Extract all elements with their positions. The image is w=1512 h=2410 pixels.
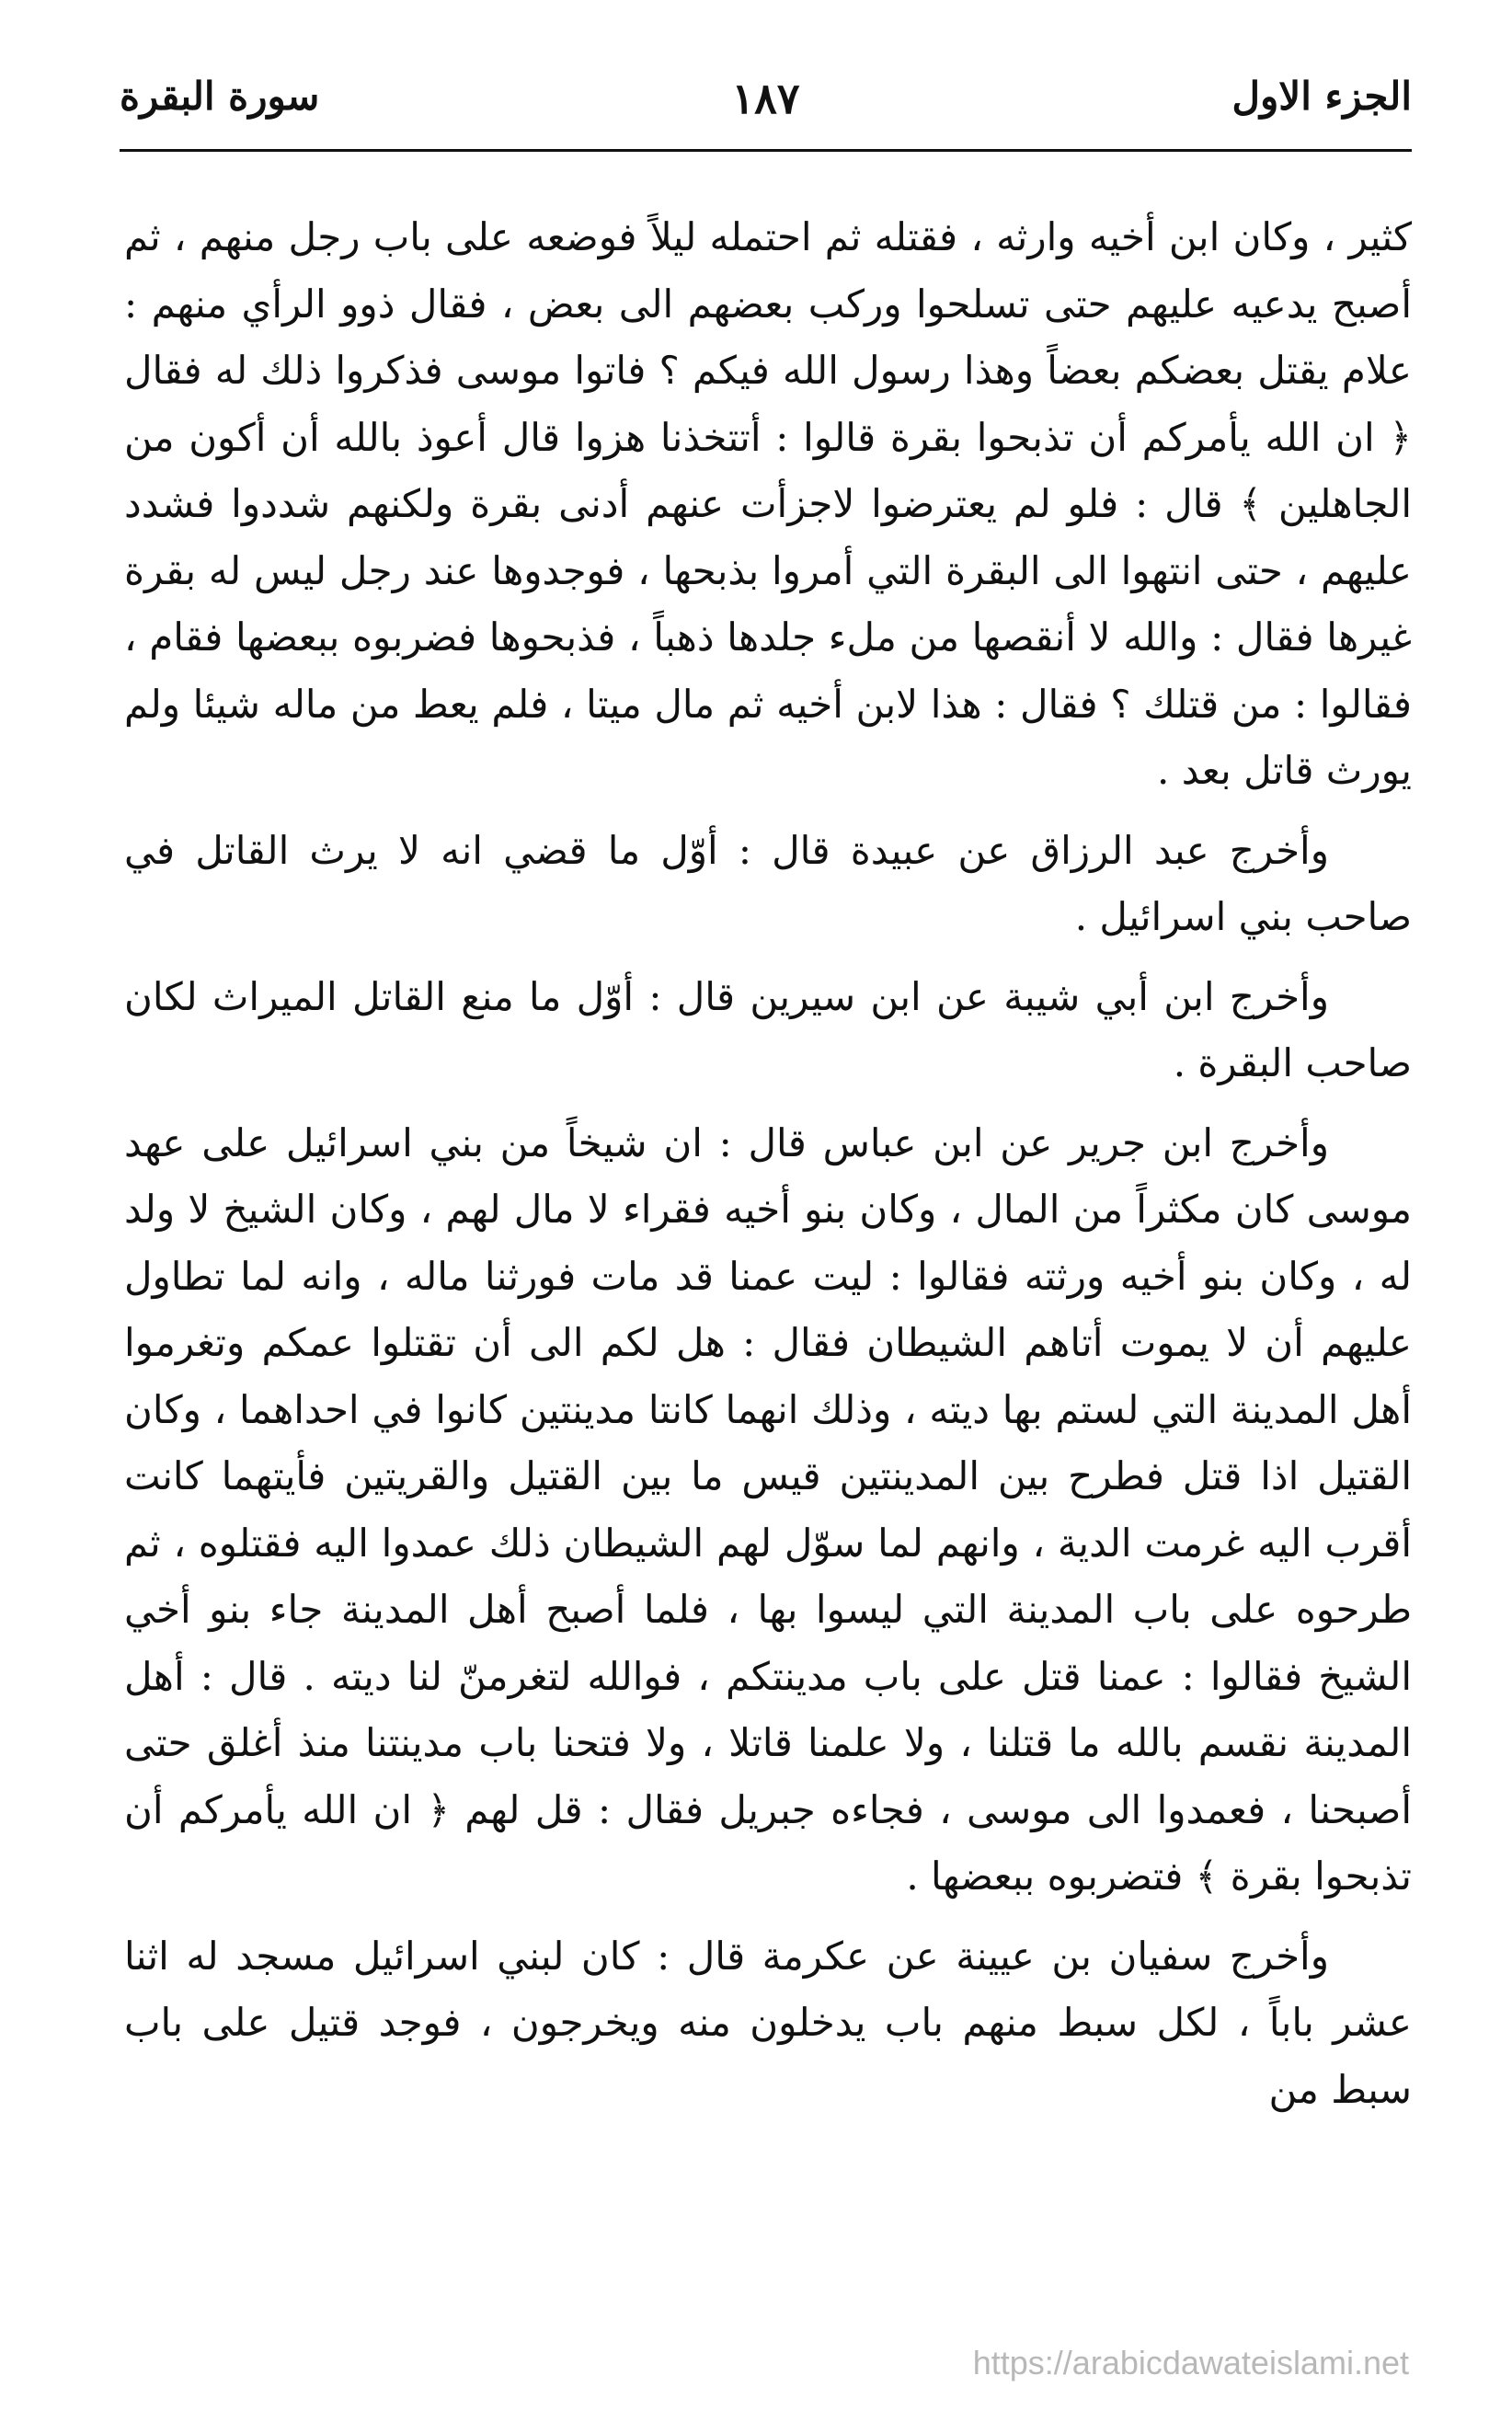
volume-title: الجزء الاول [1231, 74, 1412, 119]
paragraph-sufyan: وأخرج سفيان بن عيينة عن عكرمة قال : كان لبني اسرائيل مسجد له اثنا عشر باباً ، لكل سبط منهم باب يدخلون منه ويخرجون ، فوجد قتيل على باب سبط من [124, 1933, 1412, 2112]
watermark-url: https://arabicdawateislami.net [972, 2344, 1409, 2381]
paragraph-ibn-jarir: وأخرج ابن جرير عن ابن عباس قال : ان شيخاً من بني اسرائيل على عهد موسى كان مكثراً من المال ، وكان بنو أخيه فقراء لا مال لهم ، وكان الشيخ لا ولد له ، وكان بنو أخيه ورثته فقالوا : ليت عمنا قد مات فورثنا ماله ، وانه لما تطاول عليهم أن لا يموت أتاهم الشيطان فقال : هل لكم الى أن تقتلوا عمكم وتغرموا أهل المدينة التي لستم بها ديته ، وذلك انهما كانتا مدينتين كانوا في احداهما ، وكان القتيل اذا قتل فطرح بين المدينتين قيس ما بين القتيل والقريتين فأيتهما كانت أقرب اليه غرمت الدية ، وانهم لما سوّل لهم الشيطان ذلك عمدوا اليه فقتلوه ، ثم طرحوه على باب المدينة التي ليسوا بها ، فلما أصبح أهل المدينة جاء بنو أخي الشيخ فقالوا : عمنا قتل على باب مدينتكم ، فوالله لتغرمنّ لنا ديته . قال : أهل المدينة نقسم بالله ما قتلنا ، ولا علمنا قاتلا ، ولا فتحنا باب مدينتنا منذ أغلق حتى أصبحنا ، فعمدوا الى موسى ، فجاءه جبريل فقال : قل لهم ﴿ ان الله يأمركم أن تذبحوا بقرة ﴾ فتضربوه ببعضها . [124, 1119, 1412, 1899]
header-divider [120, 149, 1412, 152]
paragraph-ibn-abi-shaybah: وأخرج ابن أبي شيبة عن ابن سيرين قال : أوّل ما منع القاتل الميراث لكان صاحب البقرة . [124, 973, 1412, 1085]
paragraph-continuation: كثير ، وكان ابن أخيه وارثه ، فقتله ثم احتمله ليلاً فوضعه على باب رجل منهم ، ثم أصبح يدعيه عليهم حتى تسلحوا وركب بعضهم الى بعض ، فقال ذوو الرأي منهم : علام يقتل بعضكم بعضاً وهذا رسول الله فيكم ؟ فاتوا موسى فذكروا ذلك له فقال ﴿ ان الله يأمركم أن تذبحوا بقرة قالوا : أتتخذنا هزوا قال أعوذ بالله أن أكون من الجاهلين ﴾ قال : فلو لم يعترضوا لاجزأت عنهم أدنى بقرة ولكنهم شددوا فشدد عليهم ، حتى انتهوا الى البقرة التي أمروا بذبحها ، فوجدوها عند رجل ليس له بقرة غيرها فقال : والله لا أنقصها من ملء جلدها ذهباً ، فذبحوها فضربوه ببعضها فقام ، فقالوا : من قتلك ؟ فقال : هذا لابن أخيه ثم مال ميتا ، فلم يعط من ماله شيئا ولم يورث قاتل بعد . [124, 214, 1412, 793]
paragraph-abdulrazzaq: وأخرج عبد الرزاق عن عبيدة قال : أوّل ما قضي انه لا يرث القاتل في صاحب بني اسرائيل . [124, 827, 1412, 939]
surah-title: سورة البقرة [120, 74, 320, 119]
page-header [120, 64, 1412, 152]
page-number: ١٨٧ [731, 74, 800, 123]
page-body [124, 204, 1412, 2123]
